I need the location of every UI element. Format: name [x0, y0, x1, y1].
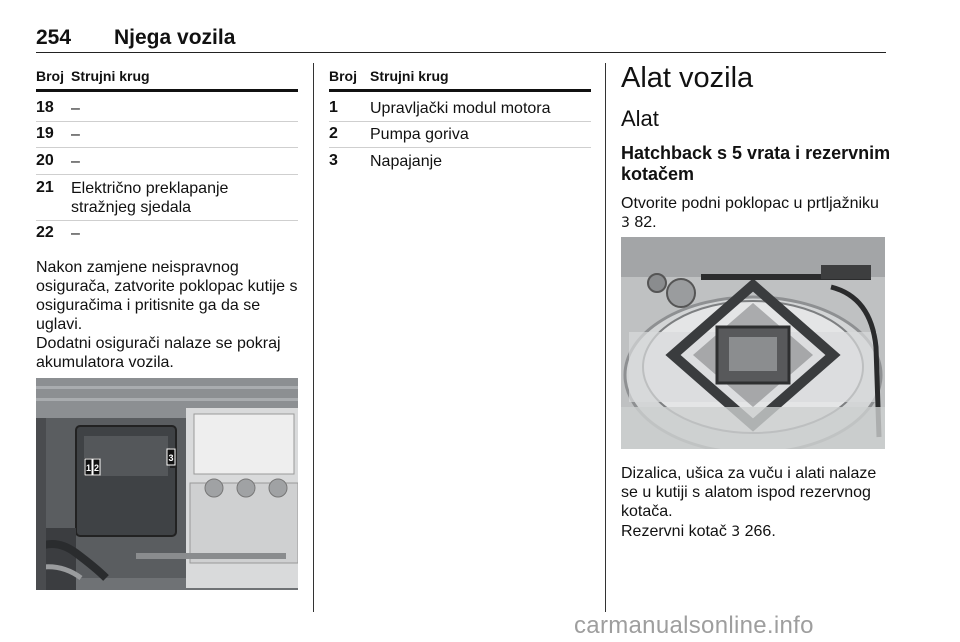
- table-row-text: Napajanje: [370, 153, 443, 170]
- table-row-number: 19: [36, 125, 54, 142]
- row-divider: [36, 121, 298, 122]
- spare-wheel-toolkit-photo: [621, 237, 885, 449]
- table-row-text: Pumpa goriva: [370, 126, 469, 143]
- paragraph-additional-fuses: Dodatni osigurači nalaze se pokraj akumulatora vozila.: [36, 335, 281, 371]
- fuse-label-1: 1: [85, 463, 92, 473]
- table-row-text: –: [71, 126, 80, 143]
- page-number: 254: [36, 26, 72, 49]
- row-divider: [329, 147, 591, 148]
- battery-fuse-illustration: [36, 378, 298, 590]
- section-heading-vehicle-tools: Alat vozila: [621, 62, 754, 94]
- table-row-number: 1: [329, 99, 338, 116]
- table-row-number: 18: [36, 99, 54, 116]
- table-row-number: 20: [36, 152, 54, 169]
- left-table-header-rule: [36, 89, 298, 92]
- heading-hatchback-spare-wheel: Hatchback s 5 vrata i rezervnim kotačem: [621, 143, 891, 184]
- paragraph-open-floor-cover-text: Otvorite podni poklopac u prtljažniku: [621, 195, 879, 212]
- table-row-text: –: [71, 153, 80, 170]
- page-reference-number: 266.: [740, 523, 776, 540]
- page-reference-number: 82.: [629, 214, 657, 231]
- table-row-text: –: [71, 100, 80, 117]
- page-reference-link[interactable]: [731, 523, 776, 540]
- paragraph-open-floor-cover: [621, 194, 891, 233]
- page-reference-icon: 3: [731, 524, 741, 540]
- battery-fuse-photo: [36, 378, 298, 590]
- page-reference-link[interactable]: [621, 214, 657, 231]
- page-reference-icon: 3: [621, 215, 630, 231]
- row-divider: [36, 220, 298, 221]
- fuse-label-2: 2: [93, 463, 100, 473]
- left-table-header-circuit: Strujni krug: [71, 68, 150, 84]
- table-row-number: 2: [329, 125, 338, 142]
- table-row-number: 22: [36, 224, 54, 241]
- subsection-heading-tools: Alat: [621, 106, 659, 131]
- middle-table-header-number: Broj: [329, 68, 357, 84]
- table-row-text: Električno preklapanje stražnjeg sjedala: [71, 180, 229, 216]
- toolkit-illustration: [621, 237, 885, 449]
- table-row-text: –: [71, 225, 80, 242]
- paragraph-toolkit-location: Dizalica, ušica za vuču i alati nalaze se u kutiji s alatom ispod rezervnog kotača.: [621, 465, 877, 520]
- column-divider-2: [605, 63, 606, 612]
- section-title: Njega vozila: [114, 26, 236, 49]
- row-divider: [36, 147, 298, 148]
- paragraph-fuse-replacement: Nakon zamjene neispravnog osigurača, zatvorite poklopac kutije s osiguračima i pritisnite ga da se uglavi.: [36, 259, 298, 333]
- paragraph-spare-wheel-text: Rezervni kotač: [621, 523, 732, 540]
- row-divider: [36, 174, 298, 175]
- middle-table-header-circuit: Strujni krug: [370, 68, 449, 84]
- table-row-text: Upravljački modul motora: [370, 100, 551, 117]
- column-divider-1: [313, 63, 314, 612]
- left-table-header-number: Broj: [36, 68, 64, 84]
- page-header: [36, 22, 886, 53]
- row-divider: [329, 121, 591, 122]
- table-row-number: 3: [329, 152, 338, 169]
- middle-table-header-rule: [329, 89, 591, 92]
- watermark-text: carmanualsonline.info: [574, 612, 814, 639]
- paragraph-spare-wheel-ref: [621, 522, 891, 542]
- fuse-label-3: 3: [168, 453, 174, 463]
- table-row-number: 21: [36, 179, 54, 196]
